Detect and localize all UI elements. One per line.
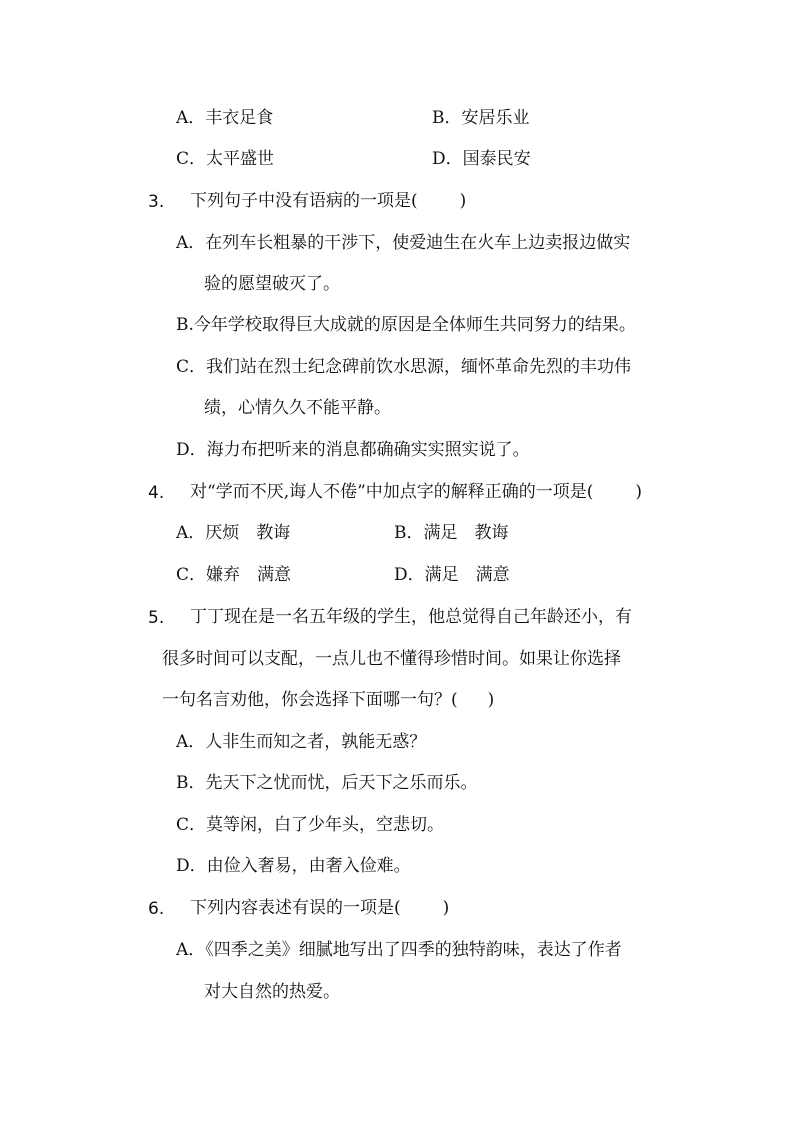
q3-option-b: B.今年学校取得巨大成就的原因是全体师生共同努力的结果。 <box>176 315 636 335</box>
q3-option-a-line1: A．在列车长粗暴的干涉下，使爱迪生在火车上边卖报边做实 <box>176 233 631 253</box>
q4-option-d: D．满足 满意 <box>394 565 510 585</box>
q5-stem-line2: 很多时间可以支配，一点儿也不懂得珍惜时间。如果让你选择 <box>162 649 621 669</box>
q6-option-a-line1: A．《四季之美》细腻地写出了四季的独特韵味，表达了作者 <box>176 940 622 960</box>
q6-stem <box>190 897 449 919</box>
q6-number: 6. <box>148 899 165 919</box>
q5-option-d: D．由俭入奢易，由奢入俭难。 <box>176 856 411 876</box>
q4-option-a: A．厌烦 教诲 <box>176 523 291 543</box>
q4-stem <box>190 481 642 503</box>
q5-stem-line1: 丁丁现在是一名五年级的学生，他总觉得自己年龄还小，有 <box>190 607 632 627</box>
q3-option-d: D．海力布把听来的消息都确确实实照实说了。 <box>176 440 530 460</box>
q5-number: 5. <box>148 608 165 628</box>
q3-stem <box>190 190 466 212</box>
q3-number: 3. <box>148 192 165 212</box>
q3-close-paren: ) <box>459 191 467 211</box>
q4-stem-text: 对“学而不厌,诲人不倦”中加点字的解释正确的一项是( <box>190 482 594 502</box>
q4-number: 4. <box>148 483 165 503</box>
q5-option-b: B．先天下之忧而忧，后天下之乐而乐。 <box>176 773 478 793</box>
q5-option-c: C．莫等闲，白了少年头，空悲切。 <box>176 815 445 835</box>
q2-option-a: A．丰衣足食 <box>176 108 274 128</box>
q6-option-a-line2: 对大自然的热爱。 <box>204 982 340 1002</box>
q3-option-c-line1: C．我们站在烈士纪念碑前饮水思源，缅怀革命先烈的丰功伟 <box>176 357 632 377</box>
q4-option-b: B．满足 教诲 <box>394 523 509 543</box>
q3-option-c-line2: 绩，心情久久不能平静。 <box>204 398 391 418</box>
q4-option-c: C．嫌弃 满意 <box>176 565 292 585</box>
q3-stem-text: 下列句子中没有语病的一项是( <box>190 191 418 211</box>
q6-stem-text: 下列内容表述有误的一项是( <box>190 898 401 918</box>
q5-stem-line3-text: 一句名言劝他，你会选择下面哪一句？( <box>162 690 458 710</box>
q2-option-c: C．太平盛世 <box>176 149 275 169</box>
q4-close-paren: ) <box>635 482 643 502</box>
q5-option-a: A．人非生而知之者，孰能无惑？ <box>176 732 427 752</box>
q5-stem-line3 <box>162 689 494 711</box>
q6-close-paren: ) <box>442 898 450 918</box>
q2-option-b: B．安居乐业 <box>432 108 530 128</box>
q5-close-paren: ) <box>487 690 495 710</box>
q2-option-d: D．国泰民安 <box>432 149 531 169</box>
q3-option-a-line2: 验的愿望破灭了。 <box>204 274 340 294</box>
